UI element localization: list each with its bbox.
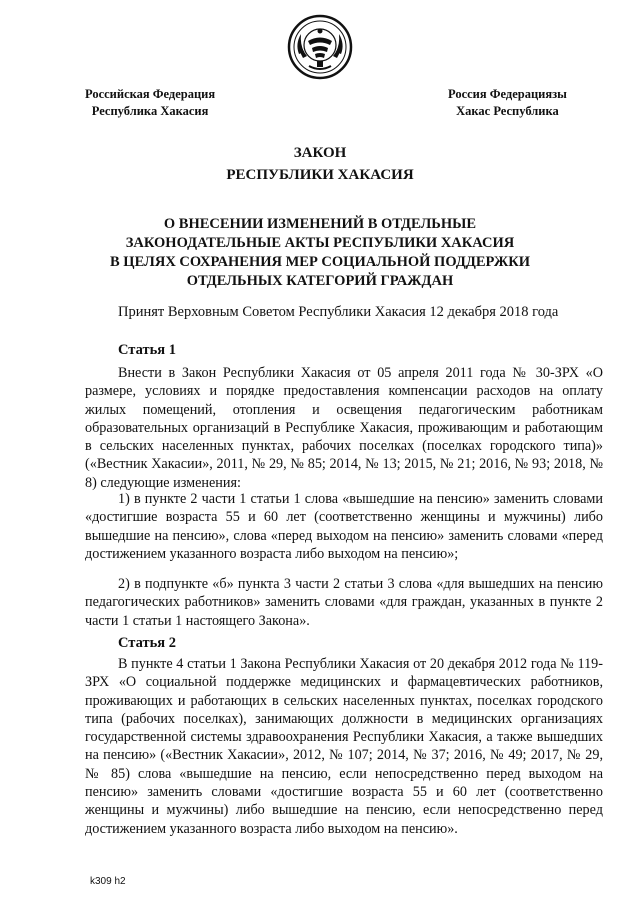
header-left-line2: Республика Хакасия [91, 104, 209, 118]
adoption-statement: Принят Верховным Советом Республики Хакасия 12 декабря 2018 года [118, 304, 559, 320]
coat-of-arms-emblem [287, 14, 353, 80]
header-left-line1: Российская Федерация [85, 87, 216, 101]
article-1-item-2: 2) в подпункте «б» пункта 3 части 2 статьи 3 слова «для вышедших на пенсию педагогических работников» заменить словами «для граждан, указанных в пункте 2 части 1 статьи 1 настоящего Закона». [85, 576, 603, 629]
header-right-block [448, 86, 567, 120]
header-right-line2: Хакас Республика [456, 104, 559, 118]
article-1-heading: Статья 1 [118, 342, 176, 358]
article-2-heading: Статья 2 [118, 635, 176, 651]
subject-line4: ОТДЕЛЬНЫХ КАТЕГОРИЙ ГРАЖДАН [186, 273, 454, 289]
header-right-line1: Россия Федерациязы [448, 87, 567, 101]
law-title-line2: РЕСПУБЛИКИ ХАКАСИЯ [226, 167, 414, 183]
article-1-intro: Внести в Закон Республики Хакасия от 05 апреля 2011 года № 30-ЗРХ «О размере, условиях и порядке предоставления компенсации расходов на оплату жилых помещений, отопления и освещения педагогическим работникам образовательных организаций в Республике Хакасия, проживающим и работающим в сельских населенных пунктах, рабочих поселках (поселках городского типа)» («Вестник Хакасии», 2011, № 29, № 85; 2014, № 13; 2015, № 21; 2016, № 93; 2018, № 8) следующие изменения: [85, 365, 603, 491]
law-title-line1: ЗАКОН [293, 145, 347, 161]
subject-line1: О ВНЕСЕНИИ ИЗМЕНЕНИЙ В ОТДЕЛЬНЫЕ [163, 216, 477, 232]
article-1-item-1: 1) в пункте 2 части 1 статьи 1 слова «вышедшие на пенсию» заменить словами «достигшие возраста 55 и 60 лет (соответственно женщины и мужчины) либо вышедшие на пенсию», слова «перед выходом на пенсию» заменить словами «перед достижением указанного возраста либо выходом на пенсию»; [85, 491, 603, 562]
subject-line3: В ЦЕЛЯХ СОХРАНЕНИЯ МЕР СОЦИАЛЬНОЙ ПОДДЕРЖКИ [110, 254, 530, 270]
law-subject-title [0, 215, 640, 291]
header-left-block [85, 86, 215, 120]
law-title [0, 142, 640, 186]
document-code: k309 h2 [90, 876, 126, 887]
article-2-text: В пункте 4 статьи 1 Закона Республики Хакасия от 20 декабря 2012 года № 119-ЗРХ «О социальной поддержке медицинских и фармацевтических работников, проживающих и работающих в сельских населенных пунктах, поселках городского типа (рабочих поселках), занимающих должности в медицинских организациях государственной системы здравоохранения Республики Хакасия, а также вышедших на пенсию» («Вестник Хакасии», 2012, № 107; 2014, № 37; 2016, № 49; 2017, № 29, № 85) слова «вышедшие на пенсию, если непосредственно перед выходом на пенсию» заменить словами «достигшие возраста 55 и 60 лет (соответственно женщины и мужчины) либо вышедшие на пенсию, если непосредственно перед достижением указанного возраста либо выходом на пенсию». [85, 656, 603, 837]
subject-line2: ЗАКОНОДАТЕЛЬНЫЕ АКТЫ РЕСПУБЛИКИ ХАКАСИЯ [125, 235, 515, 251]
